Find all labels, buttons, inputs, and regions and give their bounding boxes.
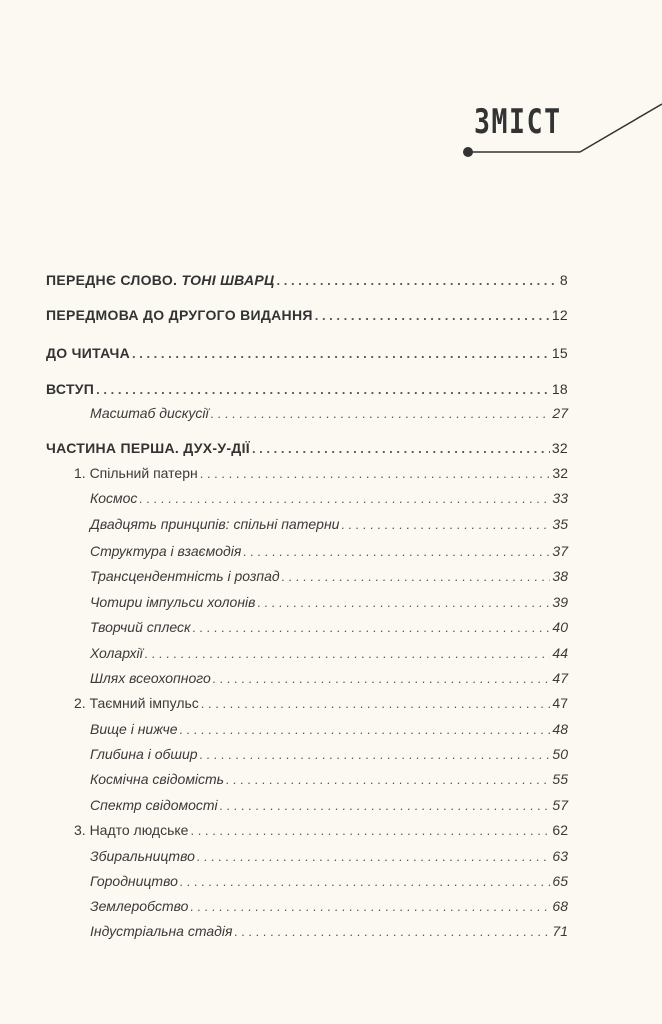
leader-dots xyxy=(200,466,551,482)
toc-entry-label: ПЕРЕДНЄ СЛОВО. ТОНІ ШВАРЦ xyxy=(46,272,275,288)
toc-page-number: 62 xyxy=(552,822,568,838)
toc-page-number: 32 xyxy=(552,465,568,481)
toc-page-number: 37 xyxy=(552,543,568,559)
toc-entry-label: Творчий сплеск xyxy=(90,619,191,635)
leader-dots xyxy=(277,273,556,289)
leader-dots xyxy=(234,924,550,940)
leader-dots xyxy=(190,823,550,839)
toc-entry-chapter-1[interactable] xyxy=(46,465,568,482)
toc-entry[interactable] xyxy=(46,490,568,507)
toc-entry-label: ДО ЧИТАЧА xyxy=(46,345,131,361)
toc-entry-to-reader[interactable] xyxy=(46,345,568,362)
leader-dots xyxy=(257,595,550,611)
toc-entry-label: ВСТУП xyxy=(46,381,95,397)
toc-entry-chapter-3[interactable] xyxy=(46,822,568,839)
toc-page-number: 18 xyxy=(551,381,568,397)
leader-dots xyxy=(197,849,551,865)
toc-entry-label: Спектр свідомості xyxy=(90,797,218,813)
toc-entry-label: 2. Таємний імпульс xyxy=(74,695,199,711)
toc-page-number: 33 xyxy=(552,490,568,506)
leader-dots xyxy=(201,696,551,712)
toc-entry-preface-second-edition[interactable] xyxy=(46,307,568,324)
toc-entry-label: Вище і нижче xyxy=(90,721,178,737)
toc-page-number: 39 xyxy=(552,594,568,610)
toc-entry-label: ПЕРЕДМОВА ДО ДРУГОГО ВИДАННЯ xyxy=(46,307,313,323)
leader-dots xyxy=(211,406,551,422)
toc-entry-label: 1. Спільний патерн xyxy=(74,465,198,481)
leader-dots xyxy=(252,441,550,457)
toc-page-number: 27 xyxy=(552,405,568,421)
toc-entry[interactable] xyxy=(46,873,568,890)
toc-page-number: 50 xyxy=(552,746,568,762)
leader-dots xyxy=(341,517,550,533)
toc-page-number: 38 xyxy=(552,568,568,584)
toc-page-number: 12 xyxy=(551,307,568,323)
toc-entry-label: Збиральництво xyxy=(90,848,195,864)
toc-page-number: 47 xyxy=(552,670,568,686)
leader-dots xyxy=(180,874,551,890)
page-title: ЗМІСТ xyxy=(474,102,562,142)
toc-entry[interactable] xyxy=(46,771,568,788)
leader-dots xyxy=(282,569,551,585)
leader-dots xyxy=(132,346,550,362)
toc-page-number: 40 xyxy=(552,619,568,635)
toc-page-number: 71 xyxy=(552,923,568,939)
toc-page-number: 32 xyxy=(551,440,568,456)
toc-entry-label: Городництво xyxy=(90,873,178,889)
toc-entry[interactable] xyxy=(46,543,568,560)
toc-entry-part-one[interactable] xyxy=(46,440,568,457)
leader-dots xyxy=(193,620,551,636)
toc-entry[interactable] xyxy=(46,670,568,687)
toc-page-number: 68 xyxy=(552,898,568,914)
toc-entry-foreword[interactable] xyxy=(46,272,568,289)
toc-page-number: 35 xyxy=(552,516,568,532)
leader-dots xyxy=(200,747,551,763)
leader-dots xyxy=(315,308,550,324)
toc-entry[interactable] xyxy=(46,721,568,738)
toc-entry-introduction[interactable] xyxy=(46,381,568,398)
leader-dots xyxy=(243,544,550,560)
toc-entry-chapter-2[interactable] xyxy=(46,695,568,712)
toc-entry-label: ЧАСТИНА ПЕРША. ДУХ-У-ДІЇ xyxy=(46,440,250,456)
toc-page-number: 63 xyxy=(552,848,568,864)
toc-entry[interactable] xyxy=(46,923,568,940)
toc-entry-label: Космічна свідомість xyxy=(90,771,225,787)
toc-page-number: 57 xyxy=(552,797,568,813)
toc-page-number: 47 xyxy=(552,695,568,711)
toc-page-number: 44 xyxy=(552,645,568,661)
toc-page-number: 65 xyxy=(552,873,568,889)
toc-entry-label: Структура і взаємодія xyxy=(90,543,242,559)
toc-entry-label: Холархії xyxy=(90,645,143,661)
toc-entry-label: Чотири імпульси холонів xyxy=(90,594,256,610)
toc-entry-scope[interactable] xyxy=(46,405,568,422)
toc-entry[interactable] xyxy=(46,645,568,662)
leader-dots xyxy=(139,491,550,507)
toc-page-number: 8 xyxy=(559,272,568,288)
leader-dots xyxy=(96,382,550,398)
toc-entry[interactable] xyxy=(46,568,568,585)
leader-dots xyxy=(220,798,551,814)
toc-entry-label: Глибина і обшир xyxy=(90,746,198,762)
toc-entry[interactable] xyxy=(46,848,568,865)
leader-dots xyxy=(180,722,551,738)
toc-entry-label: Шлях всеохопного xyxy=(90,670,211,686)
toc-entry[interactable] xyxy=(46,797,568,814)
toc-page-number: 48 xyxy=(552,721,568,737)
toc-entry-label: Двадцять принципів: спільні патерни xyxy=(90,516,340,532)
toc-entry[interactable] xyxy=(46,619,568,636)
toc-entry[interactable] xyxy=(46,594,568,611)
toc-page-number: 55 xyxy=(552,771,568,787)
leader-dots xyxy=(145,646,551,662)
toc-entry-label: Масштаб дискусії xyxy=(90,405,209,421)
toc-entry-label: Космос xyxy=(90,490,138,506)
toc-entry-label: Землеробство xyxy=(90,898,189,914)
leader-dots xyxy=(226,772,550,788)
toc-entry-label: Трансцендентність і розпад xyxy=(90,568,280,584)
toc-page-number: 15 xyxy=(551,345,568,361)
toc-entry[interactable] xyxy=(46,746,568,763)
toc-entry-label: 3. Надто людське xyxy=(74,822,189,838)
leader-dots xyxy=(213,671,551,687)
toc-entry-label: Індустріальна стадія xyxy=(90,923,233,939)
toc-entry[interactable] xyxy=(46,898,568,915)
leader-dots xyxy=(190,899,550,915)
toc-entry[interactable] xyxy=(46,516,568,533)
